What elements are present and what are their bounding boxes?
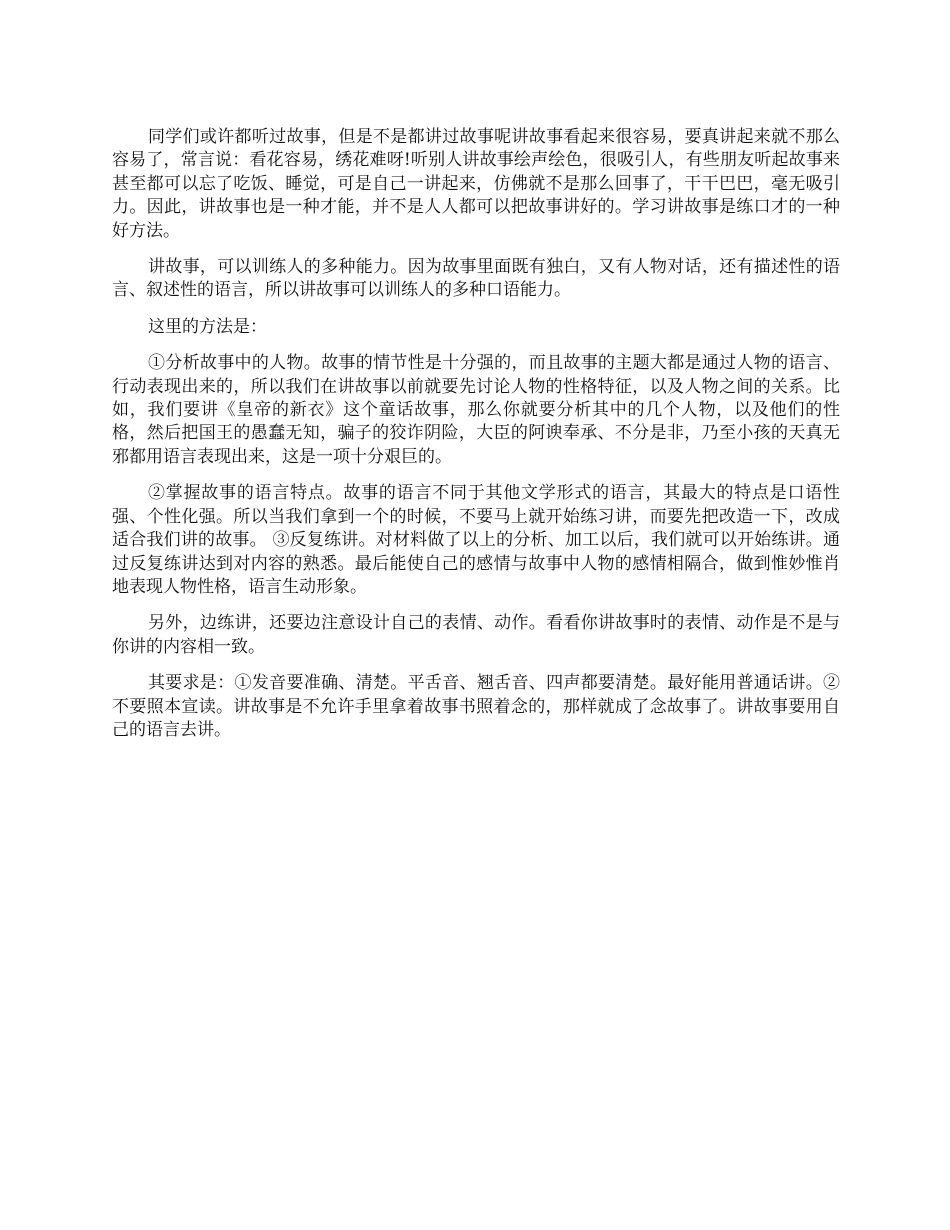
- paragraph-expression: 另外，边练讲，还要边注意设计自己的表情、动作。看看你讲故事时的表情、动作是不是与你讲的内容相一致。: [112, 613, 840, 657]
- paragraph-abilities: 讲故事，可以训练人的多种能力。因为故事里面既有独白，又有人物对话，还有描述性的语言、叙述性的语言，所以讲故事可以训练人的多种口语能力。: [112, 257, 840, 301]
- paragraph-requirements: 其要求是：①发音要准确、清楚。平舌音、翘舌音、四声都要清楚。最好能用普通话讲。②不要照本宣读。讲故事是不允许手里拿着故事书照着念的，那样就成了念故事了。讲故事要用自己的语言去讲。: [112, 673, 840, 740]
- paragraph-method-analyze-characters: ①分析故事中的人物。故事的情节性是十分强的，而且故事的主题大都是通过人物的语言、行动表现出来的，所以我们在讲故事以前就要先讨论人物的性格特征，以及人物之间的关系。比如，我们要讲《皇帝的新衣》这个童话故事，那么你就要分析其中的几个人物，以及他们的性格，然后把国王的愚蠢无知，骗子的狡诈阴险，大臣的阿谀奉承、不分是非，乃至小孩的天真无邪都用语言表现出来，这是一项十分艰巨的。: [112, 353, 840, 467]
- paragraph-intro: 同学们或许都听过故事，但是不是都讲过故事呢讲故事看起来很容易，要真讲起来就不那么容易了，常言说：看花容易，绣花难呀!听别人讲故事绘声绘色，很吸引人，有些朋友听起故事来甚至都可以忘了吃饭、睡觉，可是自己一讲起来，仿佛就不是那么回事了，干干巴巴，毫无吸引力。因此，讲故事也是一种才能，并不是人人都可以把故事讲好的。学习讲故事是练口才的一种好方法。: [112, 127, 840, 241]
- document-page: [112, 126, 840, 755]
- paragraph-methods-heading: 这里的方法是：: [148, 316, 267, 337]
- paragraph-method-language: ②掌握故事的语言特点。故事的语言不同于其他文学形式的语言，其最大的特点是口语性强、个性化强。所以当我们拿到一个的时候，不要马上就开始练习讲，而要先把改造一下，改成适合我们讲的故事。 ③反复练讲。对材料做了以上的分析、加工以后，我们就可以开始练讲。通过反复练讲达到对内容的熟悉。最后能使自己的感情与故事中人物的感情相隔合，做到惟妙惟肖地表现人物性格，语言生动形象。: [112, 483, 840, 597]
